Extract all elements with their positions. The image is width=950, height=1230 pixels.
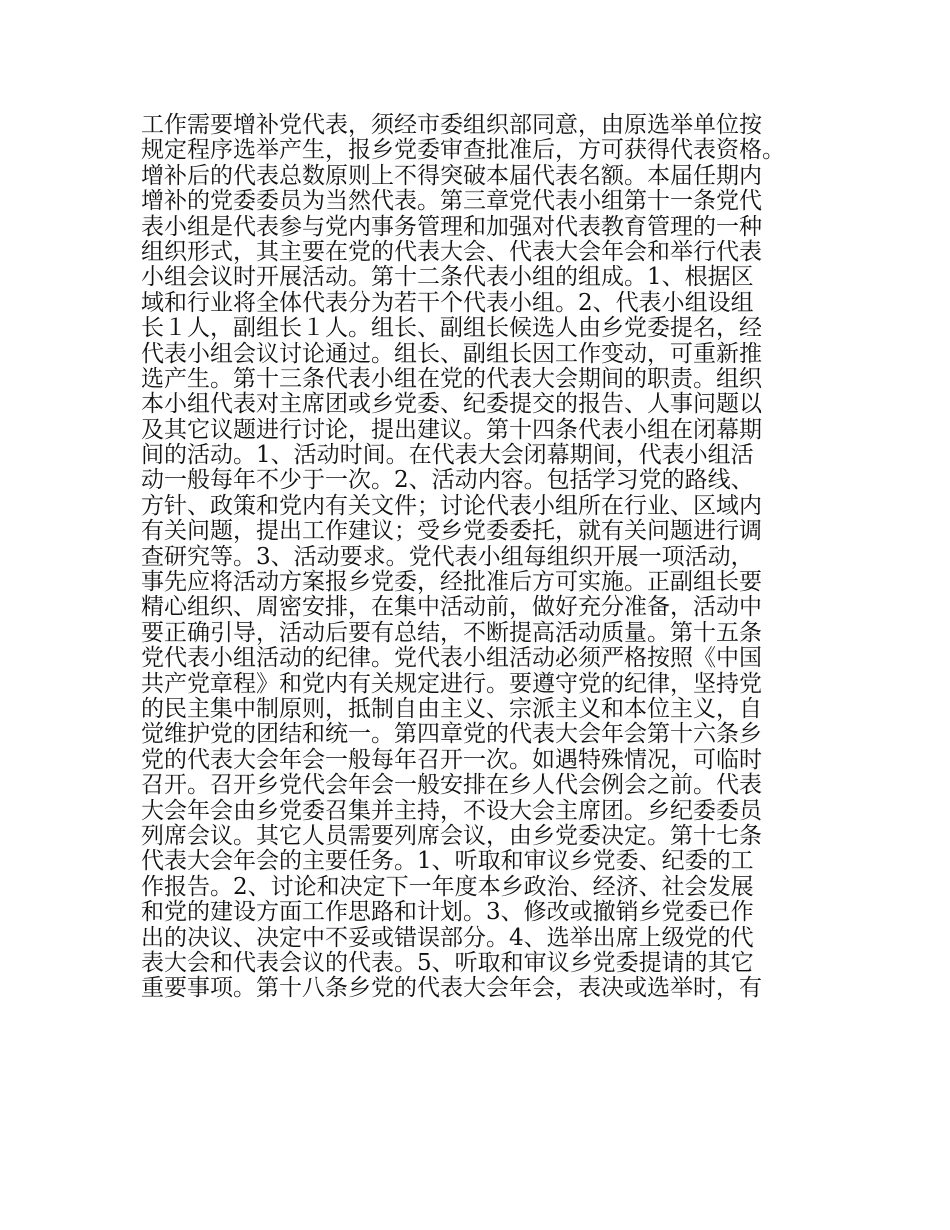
text-line-34: 表大会和代表会议的代表。5、听取和审议乡党委提请的其它	[141, 949, 754, 976]
text-line-33: 出的决议、决定中不妥或错误部分。4、选举出席上级党的代	[141, 924, 754, 951]
text-line-2: 规定程序选举产生，报乡党委审查批准后，方可获得代表资格。	[141, 137, 785, 164]
text-line-27: 召开。召开乡党代会年会一般安排在乡人代会例会之前。代表	[141, 772, 762, 799]
text-line-19: 事先应将活动方案报乡党委，经批准后方可实施。正副组长要	[141, 569, 762, 596]
text-line-21: 要正确引导，活动后要有总结，不断提高活动质量。第十五条	[141, 619, 762, 646]
body-text	[141, 113, 821, 1002]
text-line-32: 和党的建设方面工作思路和计划。3、修改或撤销乡党委已作	[141, 899, 754, 926]
text-line-12: 本小组代表对主席团或乡党委、纪委提交的报告、人事问题以	[141, 391, 762, 418]
text-line-20: 精心组织、周密安排，在集中活动前，做好充分准备，活动中	[141, 594, 762, 621]
text-line-23: 共产党章程》和党内有关规定进行。要遵守党的纪律，坚持党	[141, 670, 762, 697]
text-line-25: 觉维护党的团结和统一。第四章党的代表大会年会第十六条乡	[141, 721, 762, 748]
text-line-14: 间的活动。1、活动时间。在代表大会闭幕期间，代表小组活	[141, 442, 754, 469]
text-line-6: 组织形式，其主要在党的代表大会、代表大会年会和举行代表	[141, 238, 762, 265]
text-line-29: 列席会议。其它人员需要列席会议，由乡党委决定。第十七条	[141, 822, 762, 849]
text-line-10: 代表小组会议讨论通过。组长、副组长因工作变动，可重新推	[141, 340, 762, 367]
text-line-16: 方针、政策和党内有关文件；讨论代表小组所在行业、区域内	[141, 492, 762, 519]
text-line-30: 代表大会年会的主要任务。1、听取和审议乡党委、纪委的工	[141, 848, 754, 875]
text-line-24: 的民主集中制原则，抵制自由主义、宗派主义和本位主义，自	[141, 695, 762, 722]
text-line-8: 域和行业将全体代表分为若干个代表小组。2、代表小组设组	[141, 289, 754, 316]
text-line-7: 小组会议时开展活动。第十二条代表小组的组成。1、根据区	[141, 264, 754, 291]
text-line-31: 作报告。2、讨论和决定下一年度本乡政治、经济、社会发展	[141, 873, 754, 900]
text-line-5: 表小组是代表参与党内事务管理和加强对代表教育管理的一种	[141, 213, 762, 240]
text-line-28: 大会年会由乡党委召集并主持，不设大会主席团。乡纪委委员	[141, 797, 762, 824]
text-line-1: 工作需要增补党代表，须经市委组织部同意，由原选举单位按	[141, 112, 762, 138]
text-line-9: 长１人，副组长１人。组长、副组长候选人由乡党委提名，经	[141, 315, 762, 342]
text-line-35: 重要事项。第十八条乡党的代表大会年会，表决或选举时，有	[141, 975, 762, 1002]
text-line-17: 有关问题，提出工作建议；受乡党委委托，就有关问题进行调	[141, 518, 762, 545]
text-line-26: 党的代表大会年会一般每年召开一次。如遇特殊情况，可临时	[141, 746, 762, 773]
text-line-4: 增补的党委委员为当然代表。第三章党代表小组第十一条党代	[141, 188, 762, 215]
text-line-11: 选产生。第十三条代表小组在党的代表大会期间的职责。组织	[141, 365, 762, 392]
text-line-18: 查研究等。3、活动要求。党代表小组每组织开展一项活动，	[141, 543, 754, 570]
text-line-22: 党代表小组活动的纪律。党代表小组活动必须严格按照《中国	[141, 645, 762, 672]
text-line-3: 增补后的代表总数原则上不得突破本届代表名额。本届任期内	[141, 162, 762, 189]
text-line-13: 及其它议题进行讨论，提出建议。第十四条代表小组在闭幕期	[141, 416, 762, 443]
text-line-15: 动一般每年不少于一次。2、活动内容。包括学习党的路线、	[141, 467, 754, 494]
